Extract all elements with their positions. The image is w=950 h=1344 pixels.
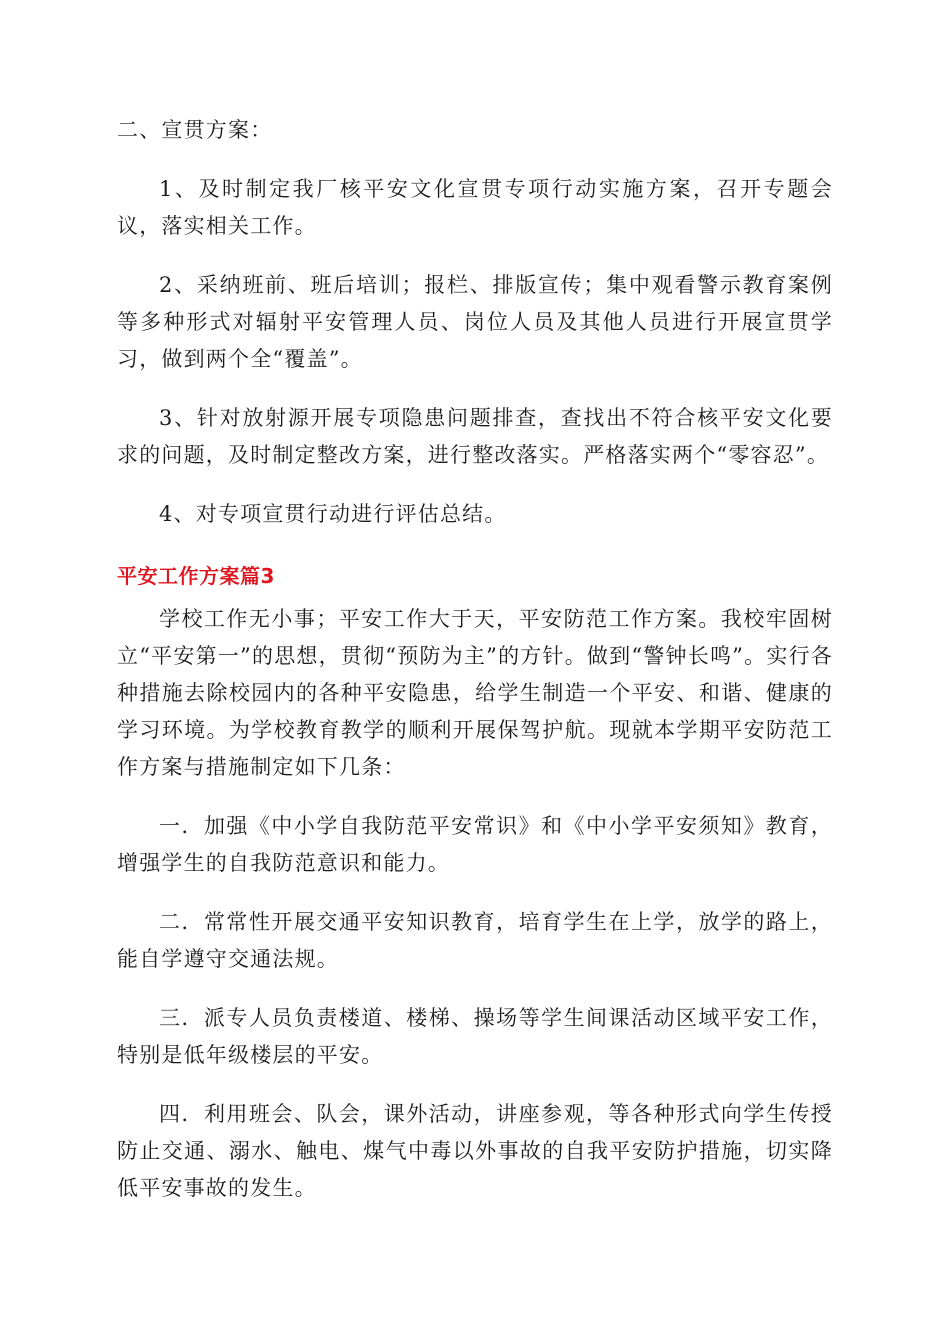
article-intro: 学校工作无小事；平安工作大于天，平安防范工作方案。我校牢固树立“平安第一”的思想，贯彻“预防为主”的方针。做到“警钟长鸣”。实行各种措施去除校园内的各种平安隐患，给学生制造一个平安、和谐、健康的学习环境。为学校教育教学的顺利开展保驾护航。现就本学期平安防范工作方案与措施制定如下几条： — [117, 607, 833, 779]
article-point-2: 二．常常性开展交通平安知识教育，培育学生在上学，放学的路上，能自学遵守交通法规。 — [117, 910, 833, 971]
article-point-3: 三．派专人员负责楼道、楼梯、操场等学生间课活动区域平安工作，特别是低年级楼层的平安。 — [117, 1006, 833, 1067]
article-point-1: 一．加强《中小学自我防范平安常识》和《中小学平安须知》教育，增强学生的自我防范意识和能力。 — [117, 814, 833, 875]
section-item-2: 2、采纳班前、班后培训；报栏、排版宣传；集中观看警示教育案例等多种形式对辐射平安管理人员、岗位人员及其他人员进行开展宣贯学习，做到两个全“覆盖”。 — [117, 273, 833, 371]
section-item-3: 3、针对放射源开展专项隐患问题排查，查找出不符合核平安文化要求的问题，及时制定整改方案，进行整改落实。严格落实两个“零容忍”。 — [117, 406, 833, 467]
article-point-4: 四．利用班会、队会，课外活动，讲座参观，等各种形式向学生传授防止交通、溺水、触电、煤气中毒以外事故的自我平安防护措施，切实降低平安事故的发生。 — [117, 1102, 833, 1200]
article-heading: 平安工作方案篇3 — [117, 564, 275, 588]
section-item-4: 4、对专项宣贯行动进行评估总结。 — [159, 502, 507, 526]
section-title: 二、宣贯方案： — [117, 118, 273, 142]
section-item-1: 1、及时制定我厂核平安文化宣贯专项行动实施方案，召开专题会议，落实相关工作。 — [117, 177, 833, 238]
document-page — [117, 112, 833, 1207]
